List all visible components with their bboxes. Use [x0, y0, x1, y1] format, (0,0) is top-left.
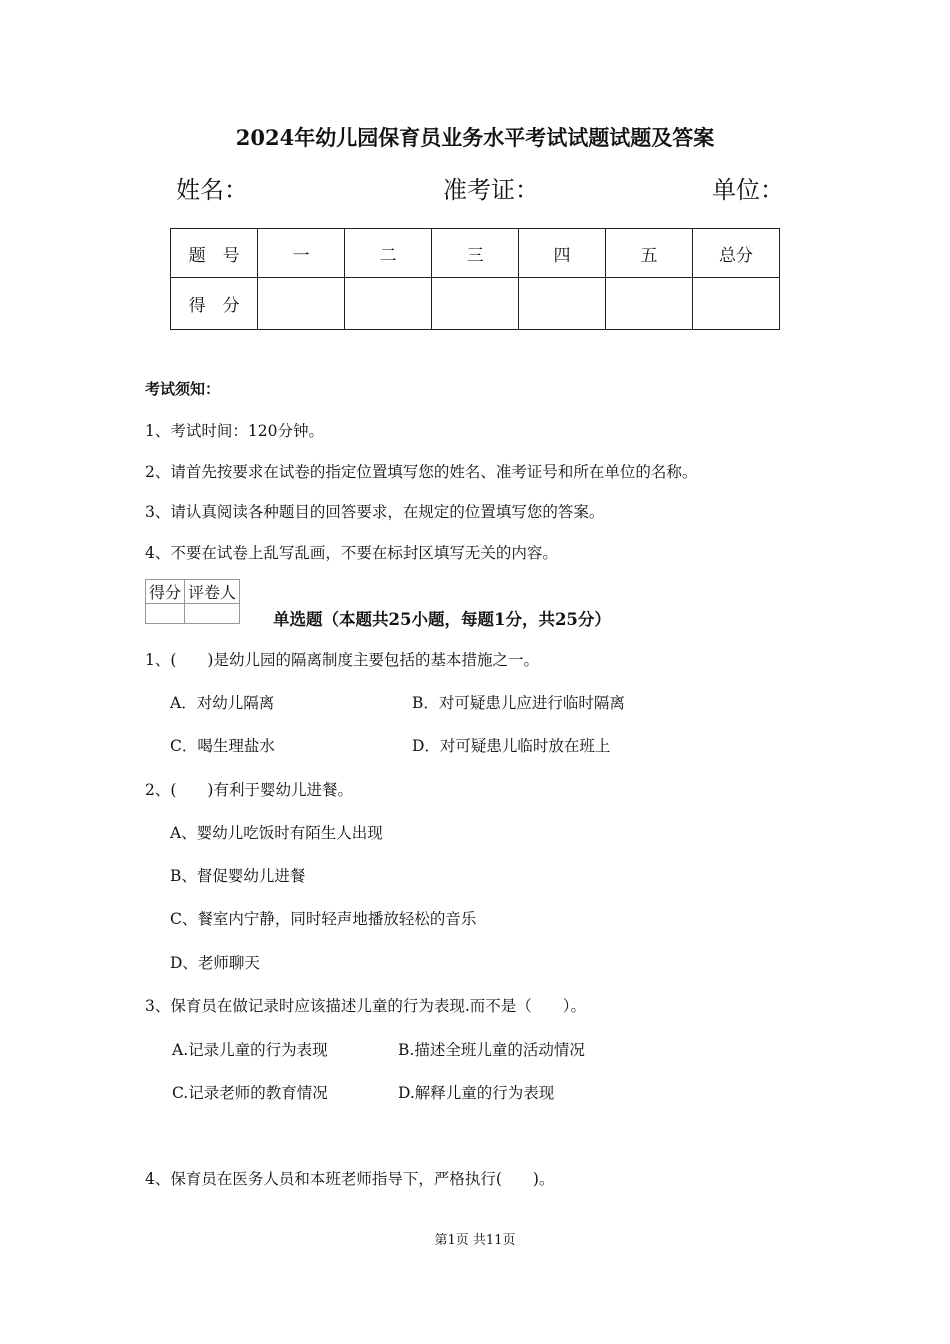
notice-heading: 考试须知：: [145, 380, 221, 398]
name-field-label: 姓名：: [176, 176, 248, 204]
question-option[interactable]: C．喝生理盐水: [170, 737, 275, 755]
question-option[interactable]: B、督促婴幼儿进餐: [170, 867, 306, 885]
score-cell[interactable]: [345, 278, 432, 330]
notice-item: 1、考试时间：120分钟。: [145, 422, 324, 440]
question-option[interactable]: A．对幼儿隔离: [170, 694, 275, 712]
score-table: [170, 228, 780, 330]
score-table-header-cell: 五: [606, 229, 693, 278]
score-table-header-row: [171, 229, 780, 278]
question-option[interactable]: D、老师聊天: [170, 954, 260, 972]
notice-item: 3、请认真阅读各种题目的回答要求，在规定的位置填写您的答案。: [145, 503, 605, 521]
section-title: 单选题（本题共25小题，每题1分，共25分）: [273, 610, 611, 629]
score-table-header-cell: 三: [432, 229, 519, 278]
score-row-label: 得 分: [171, 278, 258, 330]
question-option[interactable]: C.记录老师的教育情况: [172, 1084, 328, 1102]
score-cell[interactable]: [692, 278, 779, 330]
question-stem: 3、保育员在做记录时应该描述儿童的行为表现.而不是（ ）。: [145, 997, 587, 1015]
question-option[interactable]: D．对可疑患儿临时放在班上: [412, 737, 611, 755]
grader-box-score-cell[interactable]: [146, 604, 185, 624]
question-option[interactable]: C、餐室内宁静，同时轻声地播放轻松的音乐: [170, 910, 477, 928]
score-table-header-cell: 总分: [692, 229, 779, 278]
score-table-header-cell: 四: [519, 229, 606, 278]
question-option[interactable]: D.解释儿童的行为表现: [398, 1084, 555, 1102]
score-table-header-cell: 一: [258, 229, 345, 278]
score-table-header-cell: 二: [345, 229, 432, 278]
notice-item: 4、不要在试卷上乱写乱画，不要在标封区填写无关的内容。: [145, 544, 558, 562]
unit-field-label: 单位：: [712, 176, 784, 204]
score-cell[interactable]: [606, 278, 693, 330]
exam-id-field-label: 准考证：: [443, 176, 539, 204]
question-option[interactable]: A、婴幼儿吃饭时有陌生人出现: [170, 824, 383, 842]
page-title: 2024年幼儿园保育员业务水平考试试题试题及答案: [235, 125, 715, 150]
notice-item: 2、请首先按要求在试卷的指定位置填写您的姓名、准考证号和所在单位的名称。: [145, 463, 698, 481]
score-cell[interactable]: [519, 278, 606, 330]
page-footer: 第1页 共11页: [434, 1233, 516, 1248]
question-stem: 2、( )有利于婴幼儿进餐。: [145, 781, 353, 799]
score-cell[interactable]: [258, 278, 345, 330]
grader-box-grader-label: 评卷人: [185, 580, 240, 604]
score-table-header-cell: 题 号: [171, 229, 258, 278]
grader-box: [145, 579, 240, 624]
question-stem: 4、保育员在医务人员和本班老师指导下，严格执行( )。: [145, 1170, 555, 1188]
grader-box-grader-cell[interactable]: [185, 604, 240, 624]
question-option[interactable]: B．对可疑患儿应进行临时隔离: [412, 694, 625, 712]
grader-box-score-label: 得分: [146, 580, 185, 604]
question-option[interactable]: B.描述全班儿童的活动情况: [398, 1041, 585, 1059]
question-stem: 1、( )是幼儿园的隔离制度主要包括的基本措施之一。: [145, 651, 539, 669]
score-cell[interactable]: [432, 278, 519, 330]
score-table-score-row: [171, 278, 780, 330]
question-option[interactable]: A.记录儿童的行为表现: [172, 1041, 328, 1059]
